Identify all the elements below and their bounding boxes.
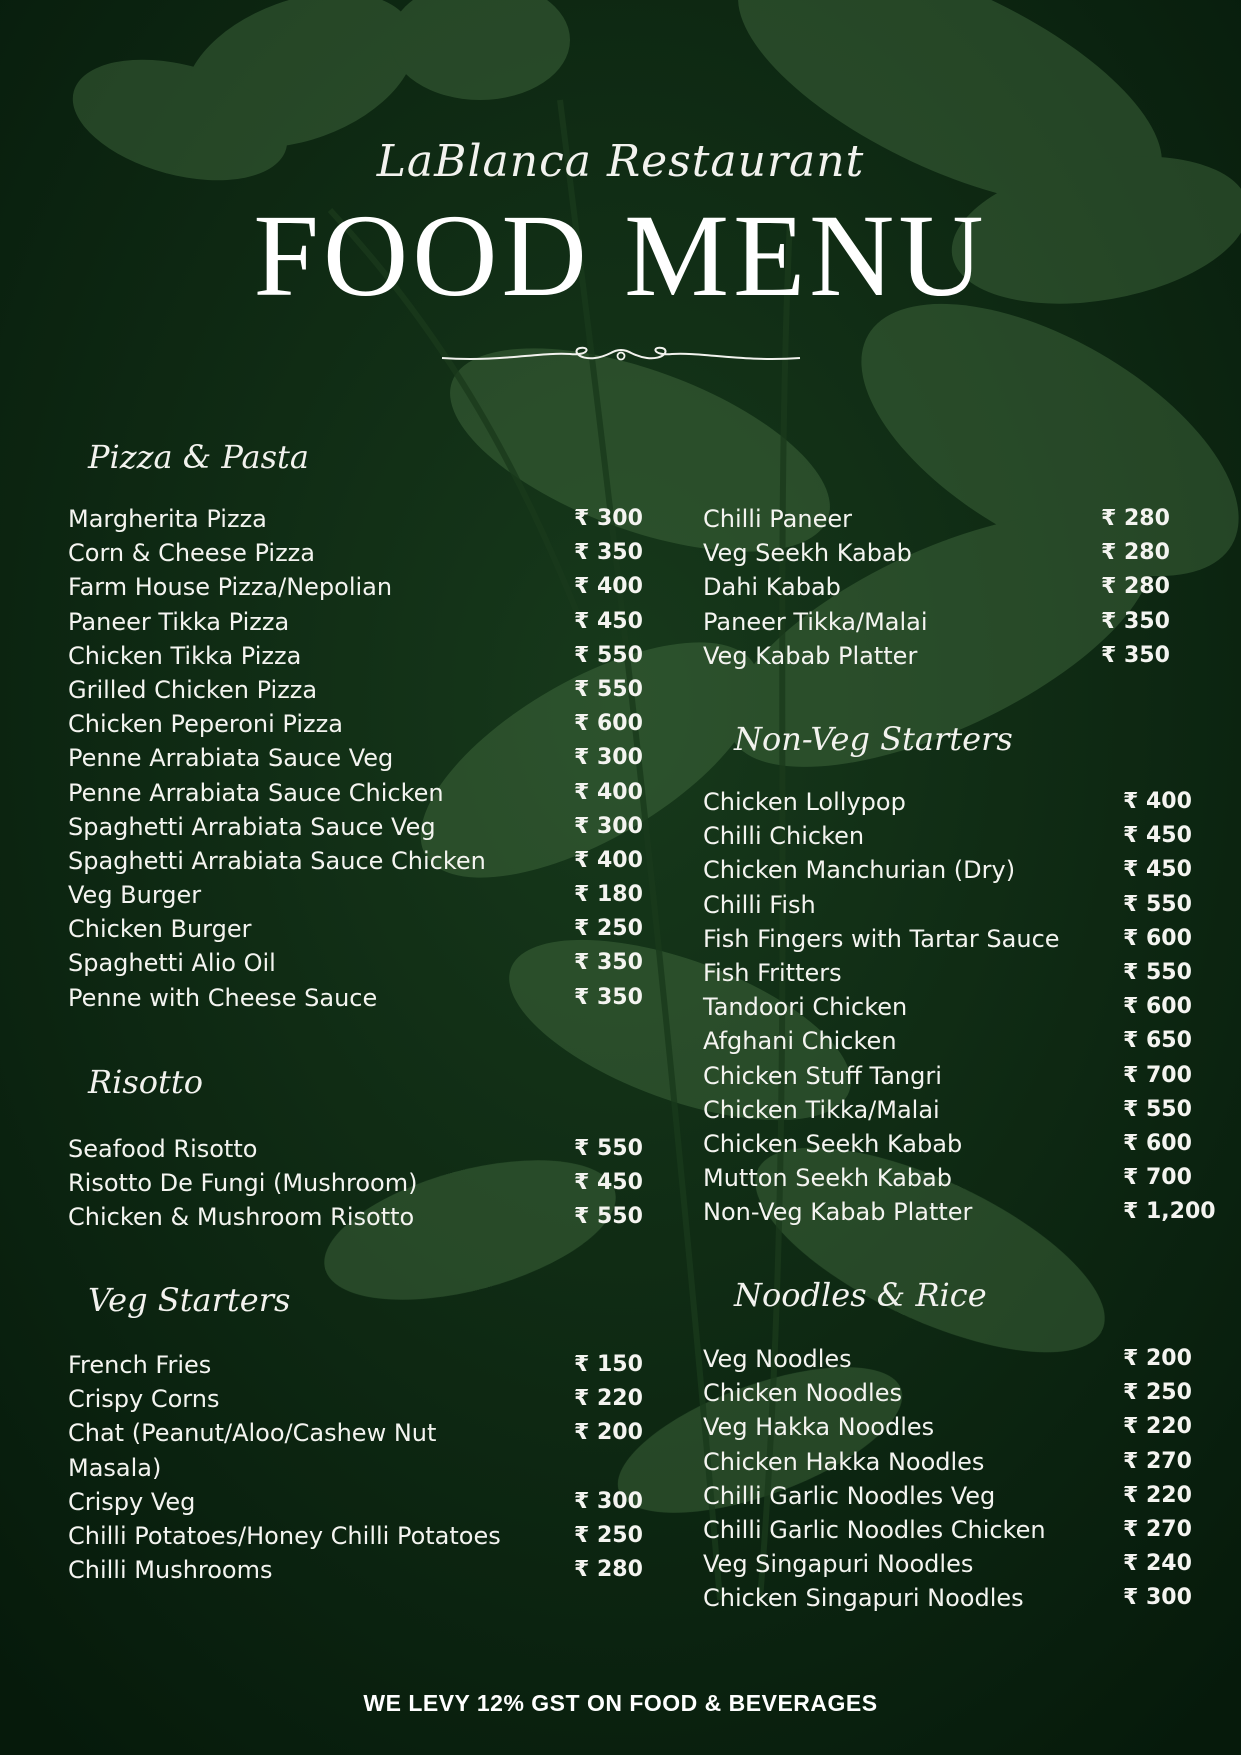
menu-item xyxy=(703,1513,1192,1547)
list-veg-starters-continued xyxy=(703,502,1170,673)
item-price: ₹ 280 xyxy=(574,1557,643,1583)
item-name: Chilli Mushrooms xyxy=(68,1556,273,1585)
menu-item xyxy=(703,819,1192,853)
menu-item xyxy=(703,990,1192,1024)
section-title-noodles-rice: Noodles & Rice xyxy=(734,1276,987,1314)
item-name: Risotto De Fungi (Mushroom) xyxy=(68,1169,418,1198)
item-name: Chicken Tikka/Malai xyxy=(703,1095,940,1124)
menu-item xyxy=(68,502,643,536)
menu-item xyxy=(68,707,643,741)
item-price: ₹ 600 xyxy=(1123,994,1192,1020)
menu-item xyxy=(68,536,643,570)
item-price: ₹ 200 xyxy=(1123,1346,1192,1371)
menu-item xyxy=(68,946,643,980)
item-price: ₹ 180 xyxy=(574,882,643,908)
menu-item xyxy=(68,981,643,1015)
item-name: Afghani Chicken xyxy=(703,1027,897,1056)
item-price: ₹ 220 xyxy=(1123,1414,1192,1440)
restaurant-name: LaBlanca Restaurant xyxy=(376,136,865,187)
item-price: ₹ 450 xyxy=(1123,823,1192,849)
item-name: Farm House Pizza/Nepolian xyxy=(68,573,393,602)
item-price: ₹ 1,200 xyxy=(1123,1199,1216,1225)
menu-item xyxy=(68,1200,643,1234)
item-name: Grilled Chicken Pizza xyxy=(68,675,318,704)
item-name: Chilli Potatoes/Honey Chilli Potatoes xyxy=(68,1521,501,1550)
menu-item xyxy=(703,956,1192,990)
menu-item xyxy=(703,1342,1192,1376)
item-name: Tandoori Chicken xyxy=(703,993,908,1022)
flourish-divider-icon xyxy=(440,338,802,370)
list-risotto xyxy=(68,1132,643,1235)
menu-item xyxy=(68,570,643,604)
item-name: Chicken Peperoni Pizza xyxy=(68,710,343,739)
menu-item xyxy=(68,741,643,775)
menu-item xyxy=(703,536,1170,570)
menu-item xyxy=(68,776,643,810)
menu-item xyxy=(703,1195,1216,1229)
list-veg-starters xyxy=(68,1348,643,1587)
item-name: Chicken Tikka Pizza xyxy=(68,641,302,670)
item-price: ₹ 350 xyxy=(574,950,643,976)
item-name: Dahi Kabab xyxy=(703,573,841,602)
section-title-non-veg-starters: Non-Veg Starters xyxy=(734,720,1013,758)
item-name: Seafood Risotto xyxy=(68,1135,258,1163)
item-price: ₹ 350 xyxy=(1101,642,1170,668)
item-price: ₹ 280 xyxy=(1101,506,1170,531)
menu-item xyxy=(68,912,643,946)
menu-item xyxy=(68,1348,643,1382)
item-name: French Fries xyxy=(68,1351,212,1379)
menu-item xyxy=(68,673,643,707)
item-name: Chilli Garlic Noodles Veg xyxy=(703,1481,996,1510)
item-name: Paneer Tikka Pizza xyxy=(68,607,290,636)
item-name: Chicken Manchurian (Dry) xyxy=(703,856,1016,885)
item-name: Chicken Noodles xyxy=(703,1379,902,1408)
item-price: ₹ 550 xyxy=(574,1204,643,1230)
item-name: Fish Fingers with Tartar Sauce xyxy=(703,924,1060,953)
item-price: ₹ 250 xyxy=(574,916,643,942)
page-title: FOOD MENU xyxy=(253,190,988,321)
section-title-pizza-pasta: Pizza & Pasta xyxy=(88,438,309,476)
item-price: ₹ 280 xyxy=(1101,574,1170,600)
item-price: ₹ 450 xyxy=(1123,857,1192,883)
item-name: Chicken Singapuri Noodles xyxy=(703,1584,1024,1613)
menu-item xyxy=(703,1376,1192,1410)
item-price: ₹ 280 xyxy=(1101,540,1170,566)
item-price: ₹ 550 xyxy=(1123,959,1192,985)
menu-item xyxy=(703,1445,1192,1479)
menu-item xyxy=(703,1479,1192,1513)
item-name: Chicken Stuff Tangri xyxy=(703,1061,942,1090)
menu-item xyxy=(68,878,643,912)
item-price: ₹ 550 xyxy=(1123,1096,1192,1122)
menu-item xyxy=(703,1410,1192,1444)
item-price: ₹ 350 xyxy=(574,984,643,1010)
item-name: Fish Fritters xyxy=(703,958,842,987)
item-price: ₹ 300 xyxy=(574,813,643,839)
menu-item xyxy=(68,1166,643,1200)
menu-item xyxy=(703,1024,1192,1058)
item-name: Spaghetti Alio Oil xyxy=(68,949,276,978)
item-name: Spaghetti Arrabiata Sauce Veg xyxy=(68,812,436,841)
item-price: ₹ 200 xyxy=(574,1420,643,1446)
item-price: ₹ 400 xyxy=(574,847,643,873)
item-name: Chicken & Mushroom Risotto xyxy=(68,1203,415,1232)
section-title-veg-starters: Veg Starters xyxy=(88,1281,291,1319)
menu-item xyxy=(68,844,643,878)
item-name: Chilli Paneer xyxy=(703,505,852,533)
item-name: Chilli Garlic Noodles Chicken xyxy=(703,1515,1046,1544)
list-pizza-pasta xyxy=(68,502,643,1015)
item-name: Chilli Chicken xyxy=(703,822,865,851)
item-price: ₹ 300 xyxy=(1123,1585,1192,1611)
item-price: ₹ 700 xyxy=(1123,1062,1192,1088)
menu-item xyxy=(68,1553,643,1587)
item-price: ₹ 600 xyxy=(1123,925,1192,951)
item-price: ₹ 550 xyxy=(574,676,643,702)
menu-item xyxy=(703,1127,1192,1161)
menu-item xyxy=(68,810,643,844)
item-price: ₹ 400 xyxy=(1123,789,1192,814)
item-name: Penne Arrabiata Sauce Veg xyxy=(68,744,394,773)
item-name: Margherita Pizza xyxy=(68,505,267,533)
item-name: Veg Hakka Noodles xyxy=(703,1413,935,1442)
menu-item xyxy=(703,1161,1192,1195)
item-price: ₹ 700 xyxy=(1123,1165,1192,1191)
item-price: ₹ 550 xyxy=(574,1136,643,1161)
menu-item xyxy=(703,785,1192,819)
item-price: ₹ 350 xyxy=(1101,608,1170,634)
item-name: Crispy Corns xyxy=(68,1385,220,1414)
menu-item xyxy=(68,1519,643,1553)
item-price: ₹ 220 xyxy=(574,1386,643,1412)
section-title-risotto: Risotto xyxy=(88,1063,203,1101)
item-name: Crispy Veg xyxy=(68,1487,196,1516)
item-name: Chicken Hakka Noodles xyxy=(703,1447,985,1476)
item-price: ₹ 250 xyxy=(1123,1380,1192,1406)
menu-item xyxy=(68,605,643,639)
item-price: ₹ 450 xyxy=(574,1170,643,1196)
item-price: ₹ 270 xyxy=(1123,1448,1192,1474)
item-name: Veg Noodles xyxy=(703,1345,852,1373)
item-price: ₹ 650 xyxy=(1123,1028,1192,1054)
item-price: ₹ 220 xyxy=(1123,1482,1192,1508)
item-price: ₹ 600 xyxy=(574,711,643,737)
list-non-veg-starters xyxy=(703,785,1216,1229)
list-noodles-rice xyxy=(703,1342,1192,1616)
item-name: Veg Burger xyxy=(68,881,202,910)
item-name: Paneer Tikka/Malai xyxy=(703,607,928,636)
item-price: ₹ 400 xyxy=(574,574,643,600)
item-name: Chicken Seekh Kabab xyxy=(703,1129,963,1158)
item-price: ₹ 400 xyxy=(574,779,643,805)
item-name: Chilli Fish xyxy=(703,890,816,919)
menu-item xyxy=(703,502,1170,536)
menu-item xyxy=(68,1132,643,1166)
item-price: ₹ 350 xyxy=(574,540,643,566)
item-price: ₹ 300 xyxy=(574,745,643,771)
item-name: Chat (Peanut/Aloo/Cashew Nut Masala) xyxy=(68,1419,437,1482)
item-price: ₹ 300 xyxy=(574,1488,643,1514)
menu-item xyxy=(703,888,1192,922)
item-name: Veg Seekh Kabab xyxy=(703,539,912,568)
menu-item xyxy=(703,1581,1192,1615)
item-price: ₹ 150 xyxy=(574,1352,643,1377)
item-price: ₹ 300 xyxy=(574,506,643,531)
menu-item xyxy=(703,570,1170,604)
menu-item xyxy=(68,1485,643,1519)
item-name: Non-Veg Kabab Platter xyxy=(703,1198,973,1227)
item-price: ₹ 550 xyxy=(574,642,643,668)
item-price: ₹ 240 xyxy=(1123,1551,1192,1577)
menu-item xyxy=(68,639,643,673)
menu-item xyxy=(703,605,1170,639)
item-name: Veg Kabab Platter xyxy=(703,641,918,670)
item-name: Corn & Cheese Pizza xyxy=(68,539,315,568)
item-price: ₹ 250 xyxy=(574,1522,643,1548)
item-name: Penne Arrabiata Sauce Chicken xyxy=(68,778,444,807)
menu-item xyxy=(703,1093,1192,1127)
gst-note: WE LEVY 12% GST ON FOOD & BEVERAGES xyxy=(363,1690,878,1716)
item-name: Veg Singapuri Noodles xyxy=(703,1550,974,1579)
menu-item xyxy=(703,922,1192,956)
item-name: Spaghetti Arrabiata Sauce Chicken xyxy=(68,846,486,875)
item-price: ₹ 450 xyxy=(574,608,643,634)
item-name: Mutton Seekh Kabab xyxy=(703,1164,952,1193)
item-name: Penne with Cheese Sauce xyxy=(68,983,378,1012)
menu-item xyxy=(703,853,1192,887)
item-price: ₹ 550 xyxy=(1123,891,1192,917)
menu-item xyxy=(68,1382,643,1416)
menu-item xyxy=(68,1416,643,1484)
item-price: ₹ 600 xyxy=(1123,1130,1192,1156)
item-price: ₹ 270 xyxy=(1123,1516,1192,1542)
item-name: Chicken Lollypop xyxy=(703,788,906,816)
item-name: Chicken Burger xyxy=(68,915,252,944)
menu-item xyxy=(703,1547,1192,1581)
menu-item xyxy=(703,1059,1192,1093)
menu-item xyxy=(703,639,1170,673)
